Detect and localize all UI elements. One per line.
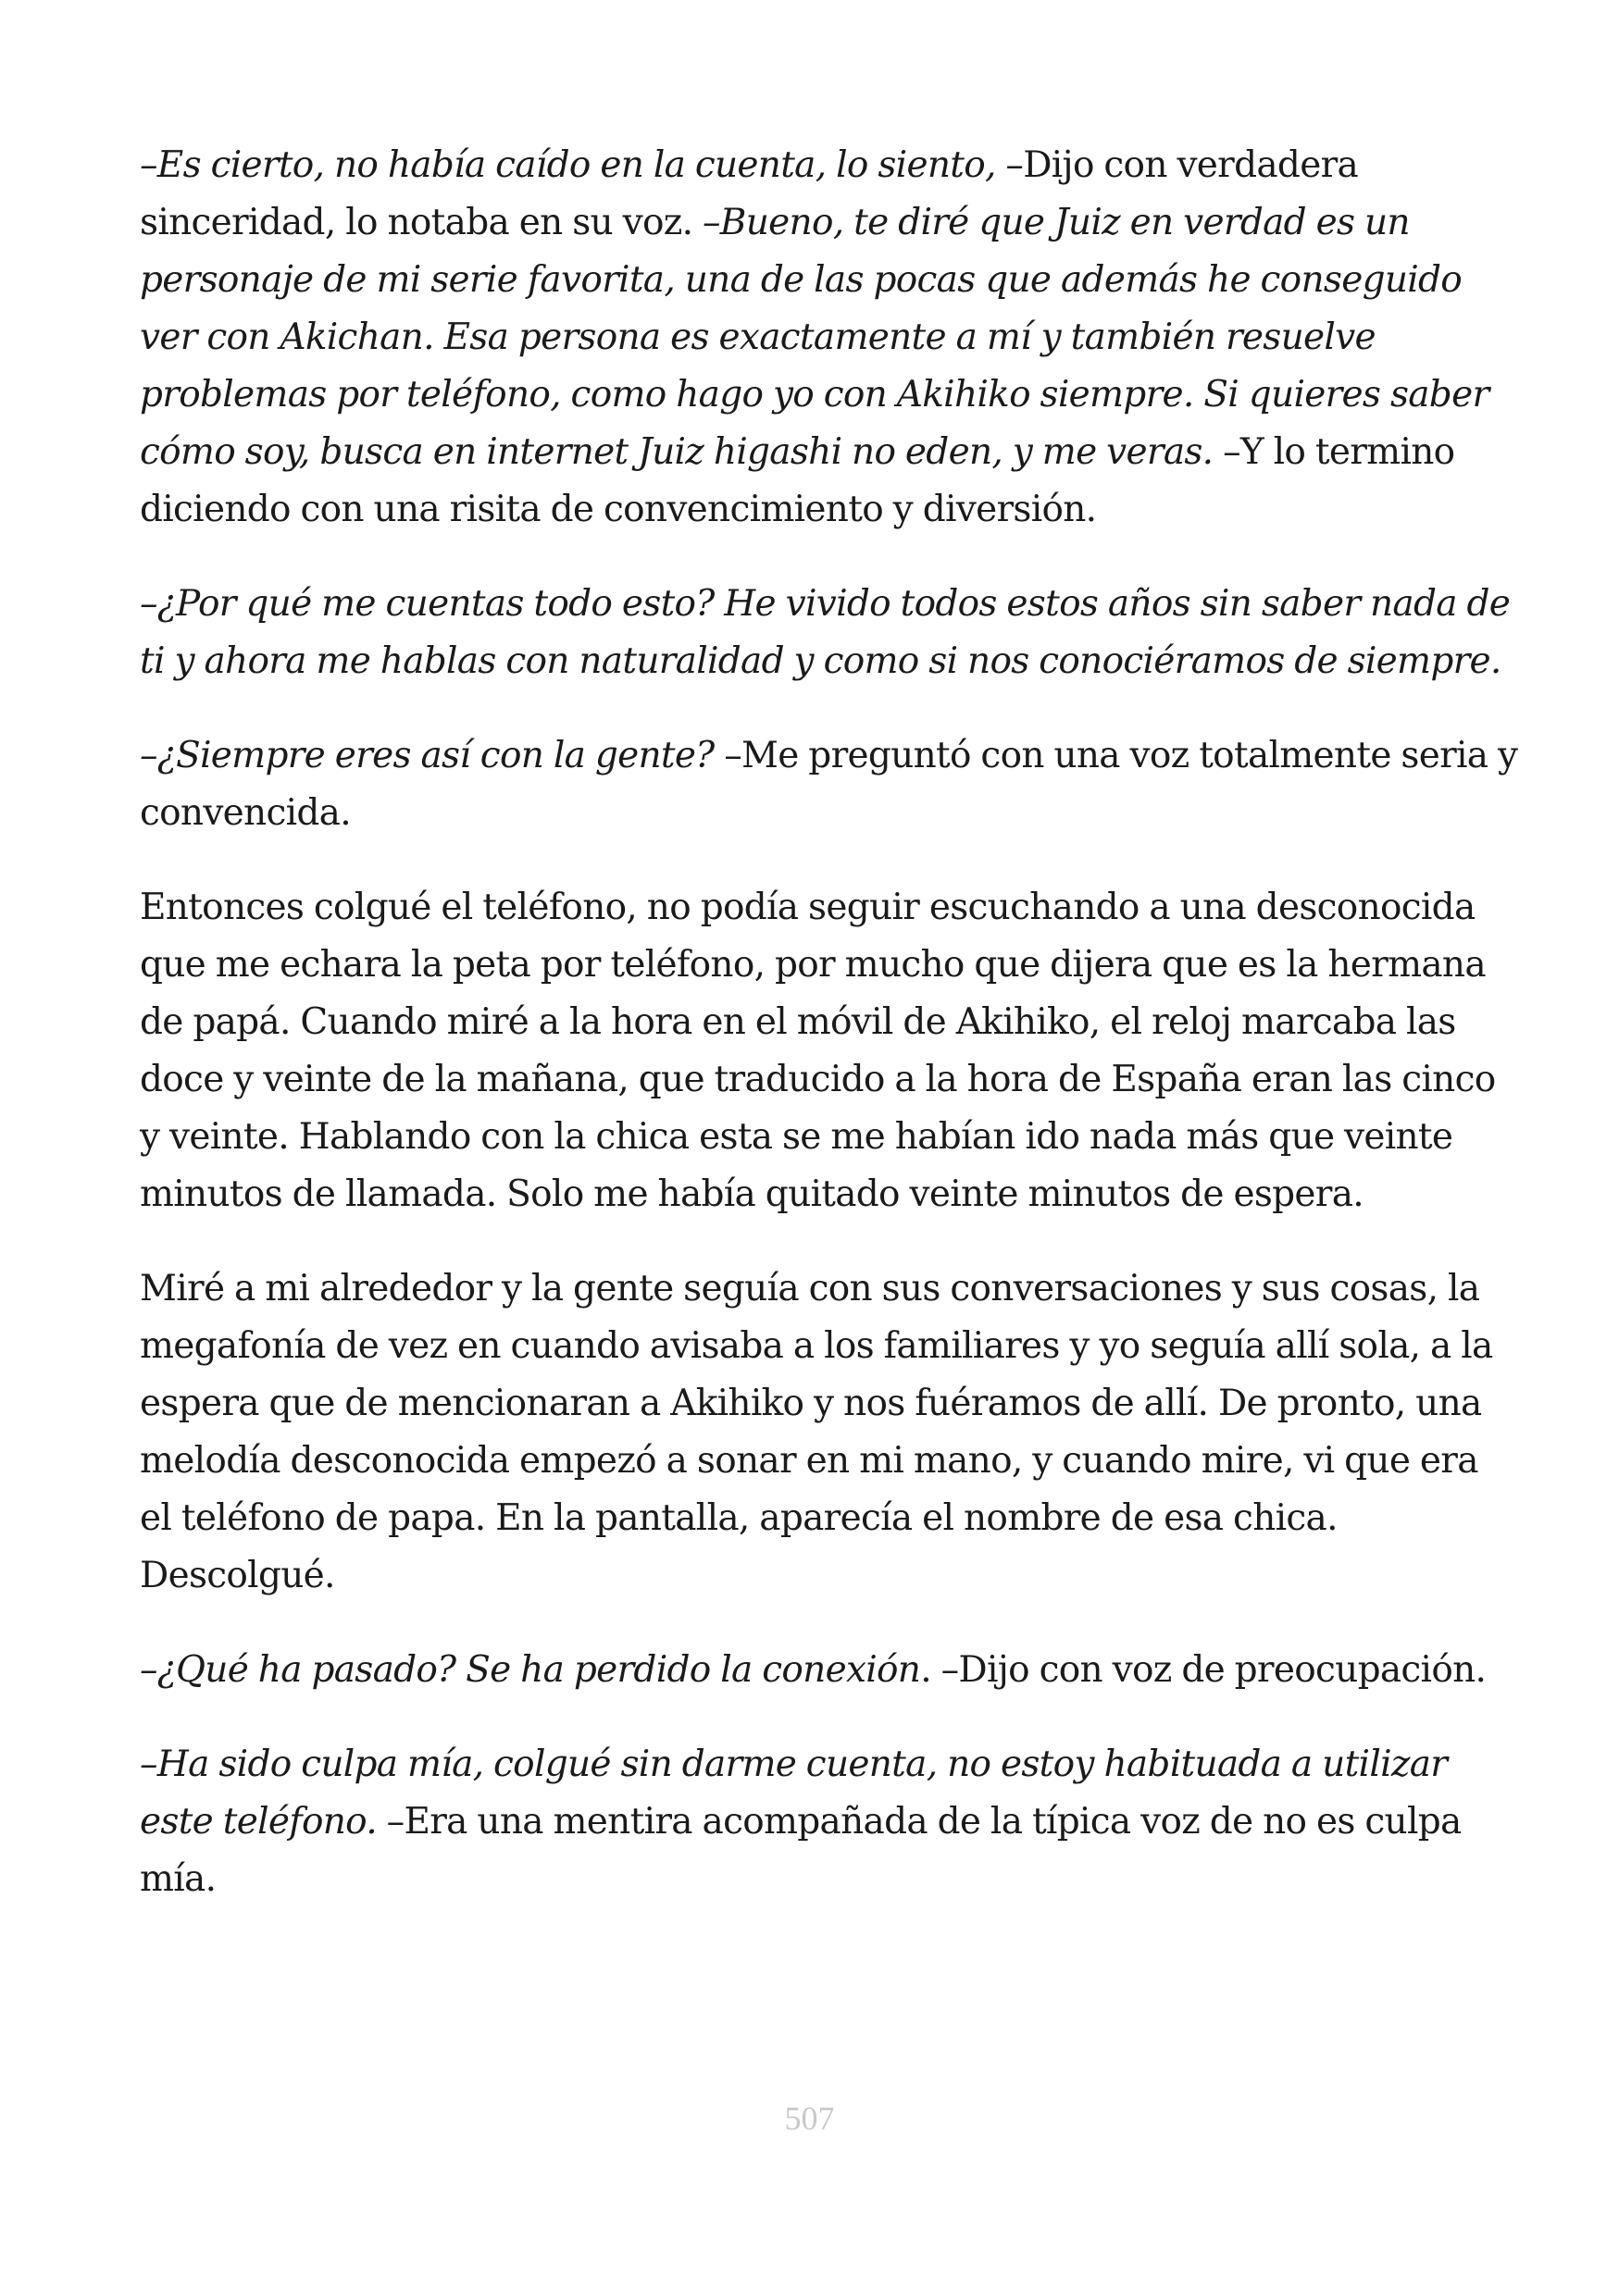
narration: Entonces colgué el teléfono, no podía seguir escuchando a una desconocida que me echara la peta por teléfono, por mucho que dijera que es la hermana de papá. Cuando miré a la hora en el móvil de Akihiko, el reloj marcaba las doce y veinte de la mañana, que traducido a la hora de España eran las cinco y veinte. Hablando con la chica esta se me habían ido nada más que veinte minutos de llamada. Solo me había quitado veinte minutos de espera.: [140, 887, 1496, 1215]
body-text: [140, 137, 1519, 1945]
narration: –Era una mentira acompañada de la típica voz de no es culpa mía.: [140, 1801, 1462, 1900]
dialogue-italic: –¿Por qué me cuentas todo esto? He vivido todos estos años sin saber nada de ti y ahora me hablas con naturalidad y como si nos conociéramos de siempre.: [140, 583, 1511, 682]
paragraph-7: [140, 1736, 1519, 1908]
paragraph-1: [140, 137, 1519, 539]
narration: –Y lo termino diciendo con una risita de convencimiento y diversión.: [140, 431, 1455, 530]
paragraph-2: [140, 576, 1519, 690]
page-number: 507: [784, 2100, 835, 2137]
narration: Miré a mi alrededor y la gente seguía con sus conversaciones y sus cosas, la megafonía de vez en cuando avisaba a los familiares y yo seguía allí sola, a la espera que de mencionaran a Akihiko y nos fuéramos de allí. De pronto, una melodía desconocida empezó a sonar en mi mano, y cuando mire, vi que era el teléfono de papa. En la pantalla, aparecía el nombre de esa chica. Descolgué.: [140, 1268, 1493, 1596]
paragraph-4: [140, 879, 1519, 1223]
dialogue-italic: –¿Qué ha pasado? Se ha perdido la conexión: [140, 1649, 921, 1691]
narration: . –Dijo con voz de preocupación.: [920, 1649, 1487, 1691]
dialogue-italic: –¿Siempre eres así con la gente?: [140, 735, 725, 776]
paragraph-5: [140, 1260, 1519, 1605]
narration: –Me preguntó con una voz totalmente seria y convencida.: [140, 735, 1518, 834]
dialogue-italic: –Es cierto, no había caído en la cuenta, lo siento,: [140, 144, 1006, 186]
narration: –Dijo con verdadera sinceridad, lo notaba en su voz.: [140, 144, 1359, 243]
dialogue-italic: –Ha sido culpa mía, colgué sin darme cuenta, no estoy habituada a utilizar este teléfono.: [140, 1744, 1448, 1843]
paragraph-3: [140, 727, 1519, 842]
dialogue-italic: –Bueno, te diré que Juiz en verdad es un personaje de mi serie favorita, una de las pocas que además he conseguido ver con Akichan. Esa persona es exactamente a mí y también resuelve problemas por teléfono, como hago yo con Akihiko siempre. Si quieres saber cómo soy, busca en internet Juiz higashi no eden, y me veras.: [140, 202, 1489, 473]
paragraph-6: [140, 1642, 1519, 1699]
